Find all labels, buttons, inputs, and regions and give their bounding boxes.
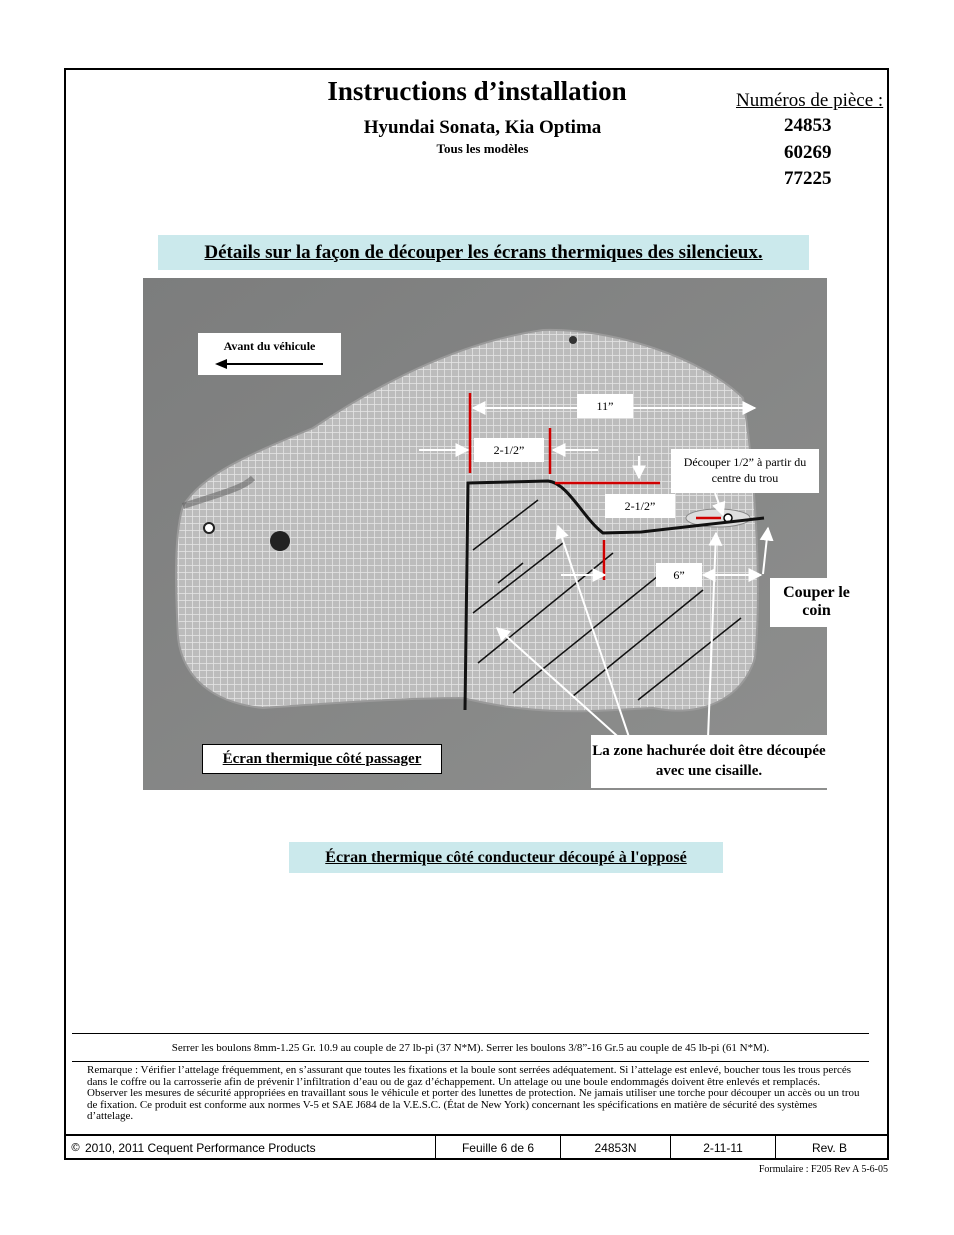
footer-revision: Rev. B: [775, 1136, 883, 1159]
cut-half-box: Découper 1/2” à partir du centre du trou: [671, 449, 819, 493]
hole-left: [204, 523, 214, 533]
page-title: Instructions d’installation: [327, 76, 627, 106]
remark-text: Remarque : Vérifier l’attelage fréquemment, en s’assurant que toutes les fixations et la boule sont serrées adéquatement. Si l’attelage est enlevé, boucher tous les trous percés dans le coffre ou la carrosserie afin de prévenir l’infiltration d’eau ou de gaz d’échappement. Un attelage ou une boule endommagés doivent être enlevés et remplacés. Observer les mesures de sécurité appropriées en travaillant sous le véhicule et porter des lunettes de protection. Ne jamais utiliser une torche pour découper un accès ou un trou de fixation. Ce produit est conforme aux normes V-5 et SAE J684 de la V.E.S.C. (État de New York) concernant les spécifications en matière de sécurité des systèmes d’attelage.: [87, 1064, 860, 1122]
vehicle-front-box: [198, 333, 341, 375]
vehicle-name: Hyundai Sonata, Kia Optima: [363, 117, 602, 138]
cut-details-banner: Détails sur la façon de découper les écrans thermiques des silencieux.: [158, 235, 809, 270]
heat-shield-photo: [143, 278, 850, 790]
dim-2-5-box-b: 2-1/2”: [605, 494, 675, 518]
divider-top: [72, 1033, 869, 1034]
hatched-area-note: La zone hachurée doit être découpée avec une cisaille.: [591, 735, 827, 788]
passenger-shield-label: Écran thermique côté passager: [202, 744, 442, 774]
torque-spec: Serrer les boulons 8mm-1.25 Gr. 10.9 au couple de 27 lb-pi (37 N*M). Serrer les boulons 3/8”-16 Gr.5 au couple de 45 lb-pi (61 N*M).: [171, 1042, 770, 1054]
dim-6-box: 6”: [656, 563, 702, 587]
part-number-3: 77225: [784, 168, 832, 189]
footer-sheet: Feuille 6 de 6: [435, 1136, 560, 1159]
footer-copyright: [66, 1136, 435, 1159]
part-numbers-label: Numéros de pièce :: [736, 90, 884, 111]
part-number-2: 60269: [784, 142, 832, 163]
part-number-1: 24853: [784, 115, 832, 136]
cut-corner-box: Couper le coin: [770, 578, 863, 627]
models-label: Tous les modèles: [436, 141, 529, 156]
form-reference: Formulaire : F205 Rev A 5-6-05: [758, 1164, 888, 1175]
driver-shield-banner: Écran thermique côté conducteur découpé à l'opposé: [289, 842, 723, 873]
copyright-text: 2010, 2011 Cequent Performance Products: [85, 1140, 316, 1155]
dim-11-box: 11”: [577, 394, 633, 418]
divider-bottom: [72, 1061, 869, 1062]
vehicle-front-label: Avant du véhicule: [223, 339, 316, 353]
copyright-icon: ©: [70, 1141, 81, 1154]
arrow-left-icon: [215, 358, 325, 370]
dim-2-5-box-a: 2-1/2”: [474, 438, 544, 462]
hole-round: [270, 531, 290, 551]
footer-doc-number: 24853N: [560, 1136, 670, 1159]
footer-date: 2-11-11: [670, 1136, 775, 1159]
footer-bar: [66, 1134, 887, 1159]
